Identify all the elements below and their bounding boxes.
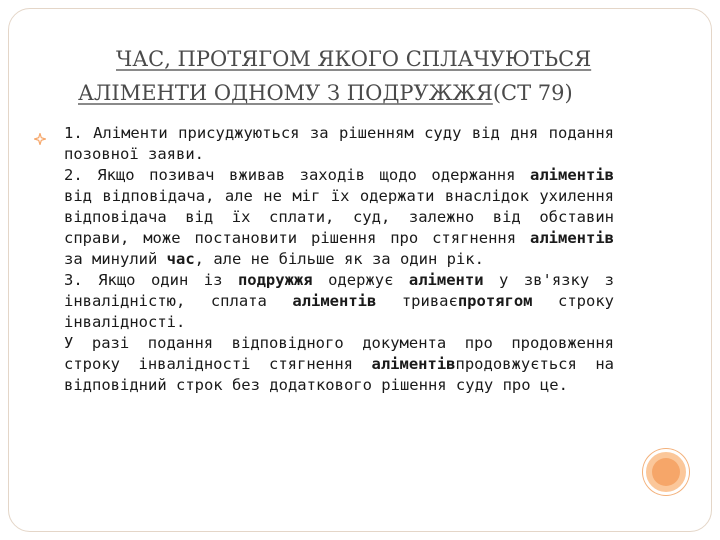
p2-text-a: 2. Якщо позивач вживав заходів щодо одержання	[64, 166, 530, 184]
p3-bold-alimentiv: аліментів	[292, 292, 377, 310]
paragraph-3	[64, 270, 614, 333]
slide-body-text	[64, 123, 614, 396]
paragraph-2	[64, 165, 614, 270]
paragraph-4	[64, 333, 614, 396]
p4-text-a: У разі подання відповідного документа про продовження строку інвалідності стягнення	[64, 334, 614, 373]
p4-text-c: продовжується на відповідний строк без додаткового рішення суду про це.	[64, 355, 614, 394]
p3-text-e: у зв'язку з інвалідністю, сплата	[64, 271, 614, 310]
p2-text-e: за минулий	[64, 250, 167, 268]
p2-text-g: , але не більше як за один рік.	[194, 250, 484, 268]
p3-text-a: 3. Якщо один із	[64, 271, 238, 289]
p3-bold-protiahom: протягом	[457, 292, 533, 310]
p3-bold-alimenty: аліменти	[408, 271, 484, 289]
paragraph-1-text: 1. Аліменти присуджуються за рішенням суду від дня подання позовної заяви.	[64, 124, 614, 163]
bullet-star-icon	[34, 133, 46, 145]
paragraph-1	[64, 123, 614, 165]
p2-bold-alimentiv-2: аліментів	[530, 229, 614, 247]
p2-bold-alimentiv: аліментів	[530, 166, 614, 184]
p2-bold-chas: час	[166, 250, 195, 268]
decorative-circle-icon	[643, 449, 689, 495]
title-reference: (СТ 79)	[492, 81, 573, 105]
p2-text-c: від відповідача, але не міг їх одержати внаслідок ухилення відповідача від їх сплати, суд, залежно від обставин справи, може постановити рішення про стягнення	[64, 187, 614, 247]
p3-bold-podruzhzhia: подружжя	[237, 271, 313, 289]
p3-text-g: триває	[376, 292, 458, 310]
title-line-2: АЛІМЕНТИ ОДНОМУ З ПОДРУЖЖЯ	[78, 81, 493, 105]
p4-bold-alimentiv: аліментів	[371, 355, 456, 373]
slide-title	[78, 42, 598, 110]
p3-text-i: строку інвалідності.	[64, 292, 615, 331]
p3-text-c: одержує	[312, 271, 409, 289]
title-line-1: ЧАС, ПРОТЯГОМ ЯКОГО СПЛАЧУЮТЬСЯ	[116, 47, 592, 71]
